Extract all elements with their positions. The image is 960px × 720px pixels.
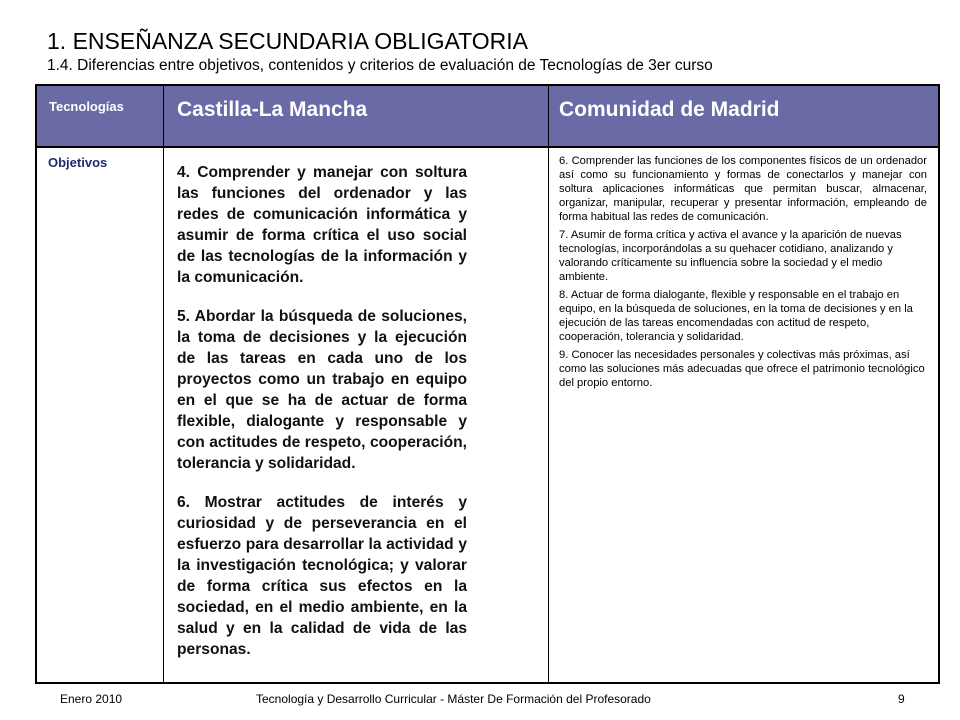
footer-date: Enero 2010	[60, 692, 123, 706]
comparison-table	[35, 84, 940, 684]
header-comunidad-de-madrid: Comunidad de Madrid	[559, 98, 780, 121]
madrid-objective-8: 8. Actuar de forma dialogante, flexible y responsable en el trabajo en equipo, en la búsqueda de soluciones, en la toma de decisiones y en la ejecución de las tareas encomendadas con actitud de respeto, cooperación, tolerancia y solidaridad.	[559, 289, 913, 343]
column-divider-2	[548, 86, 549, 682]
column-divider-1	[163, 86, 164, 682]
header-tecnologias: Tecnologías	[49, 99, 124, 114]
clm-objective-5: 5. Abordar la búsqueda de soluciones, la toma de decisiones y la ejecución de las tareas en cada uno de los proyectos como un trabajo en equipo en el que se ha de actuar de forma flexible, dialogante y responsable y con actitudes de respeto, cooperación, tolerancia y solidaridad.	[177, 308, 467, 472]
madrid-objective-7: 7. Asumir de forma crítica y activa el avance y la aparición de nuevas tecnologías, incorporándolas a su quehacer cotidiano, analizando y valorando críticamente su influencia sobre la sociedad y el medio ambiente.	[559, 229, 902, 283]
clm-objective-4: 4. Comprender y manejar con soltura las funciones del ordenador y las redes de comunicación informática y asumir de forma crítica el uso social de las tecnologías de la información y la comunicación.	[177, 164, 467, 286]
comunidad-de-madrid-objectives	[559, 154, 927, 394]
row-label-objetivos: Objetivos	[48, 155, 108, 170]
madrid-objective-9: 9. Conocer las necesidades personales y colectivas más próximas, así como las soluciones más adecuadas que ofrece el patrimonio tecnológico del propio entorno.	[559, 349, 925, 389]
table-header-row	[37, 86, 938, 148]
madrid-objective-6: 6. Comprender las funciones de los componentes físicos de un ordenador así como su funcionamiento y formas de conectarlos y manejar con soltura aplicaciones informáticas que permitan buscar, almacenar, organizar, manipular, recuperar y presentar información, empleando de forma habitual las redes de comunicación.	[559, 155, 927, 223]
slide-title: 1. ENSEÑANZA SECUNDARIA OBLIGATORIA	[47, 28, 529, 54]
header-castilla-la-mancha: Castilla-La Mancha	[177, 98, 368, 121]
footer-page-number: 9	[898, 692, 905, 706]
clm-objective-6: 6. Mostrar actitudes de interés y curiosidad y de perseverancia en el esfuerzo para desarrollar la actividad y la investigación tecnológica; y valorar de forma crítica sus efectos en la sociedad, en el medio ambiente, en la salud y en la calidad de vida de las personas.	[177, 494, 467, 658]
slide-subtitle: 1.4. Diferencias entre objetivos, contenidos y criterios de evaluación de Tecnologías de 3er curso	[47, 57, 713, 74]
footer-course: Tecnología y Desarrollo Curricular - Máster De Formación del Profesorado	[256, 692, 651, 706]
castilla-la-mancha-objectives	[177, 162, 467, 678]
